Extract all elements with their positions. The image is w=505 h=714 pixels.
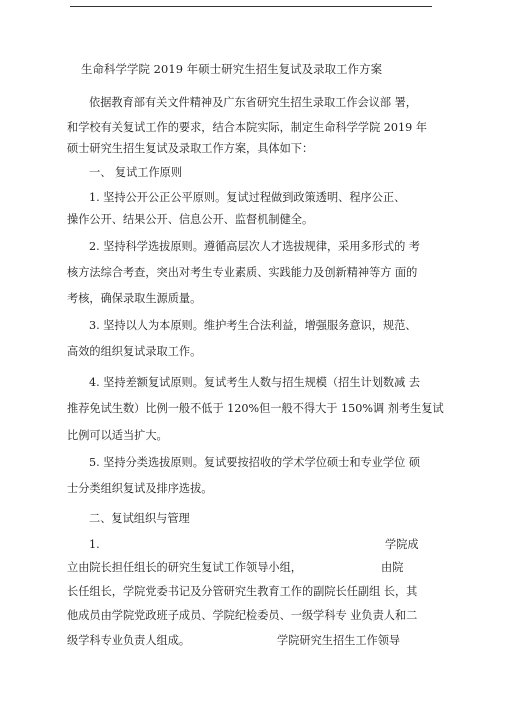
principle-5-line-1: 5. 坚持分类选拔原则。复试要按招收的学术学位硕士和专业学位 硕	[89, 456, 421, 469]
org-line-2-left: 立由院长担任组长的研究生复试工作领导小组，	[67, 561, 302, 574]
principle-2-line-2: 核方法综合考查，突出对考生专业素质、实践能力及创新精神等方 面的	[67, 266, 418, 279]
principle-2-line-3: 考核，确保录取生源质量。	[67, 292, 202, 305]
org-line-1-right: 学院成	[385, 538, 419, 551]
principle-1-line-2: 操作公开、结果公开、信息公开、监督机制健全。	[67, 213, 314, 226]
org-item-number: 1.	[89, 538, 100, 551]
principle-4-line-3: 比例可以适当扩大。	[67, 429, 168, 442]
principle-1-line-1: 1. 坚持公开公正公平原则。复试过程做到政策透明、程序公正、	[89, 191, 406, 204]
intro-line-1: 依据教育部有关文件精神及广东省研究生招生录取工作会议部 署，	[89, 96, 417, 109]
header-rule	[70, 6, 432, 7]
org-line-5-right: 学院研究生招生工作领导	[277, 634, 401, 647]
document-title: 生命科学学院 2019 年硕士研究生招生复试及录取工作方案	[81, 62, 383, 76]
principle-3-line-2: 高效的组织复试录取工作。	[67, 345, 202, 358]
principle-4-line-1: 4. 坚持差额复试原则。复试考生人数与招生规模（招生计划数减 去	[89, 376, 421, 389]
org-line-4: 他成员由学院党政班子成员、学院纪检委员、一级学科专 业负责人和二	[67, 609, 418, 622]
principle-4-line-2: 推荐免试生数）比例一般不低于 120%但一般不得大于 150%调 剂考生复试	[67, 402, 444, 415]
section-1-heading: 一、 复试工作原则	[89, 166, 183, 179]
principle-2-line-1: 2. 坚持科学选拔原则。遵循高层次人才选拔规律，采用多形式的 考	[89, 240, 421, 253]
principle-5-line-2: 士分类组织复试及排序选拔。	[67, 482, 213, 495]
org-line-2-right: 由院	[381, 561, 404, 574]
org-line-5-left: 级学科专业负责人组成。	[67, 634, 191, 647]
section-2-heading: 二、复试组织与管理	[89, 512, 190, 525]
org-line-3: 长任组长，学院党委书记及分管研究生教育工作的副院长任副组 长，其	[67, 585, 418, 598]
intro-line-3: 硕士研究生招生复试及录取工作方案，具体如下：	[67, 142, 314, 155]
intro-line-2: 和学校有关复试工作的要求，结合本院实际，制定生命科学学院 2019 年	[67, 121, 428, 134]
principle-3-line-1: 3. 坚持以人为本原则。维护考生合法利益，增强服务意识，规范、	[89, 319, 417, 332]
